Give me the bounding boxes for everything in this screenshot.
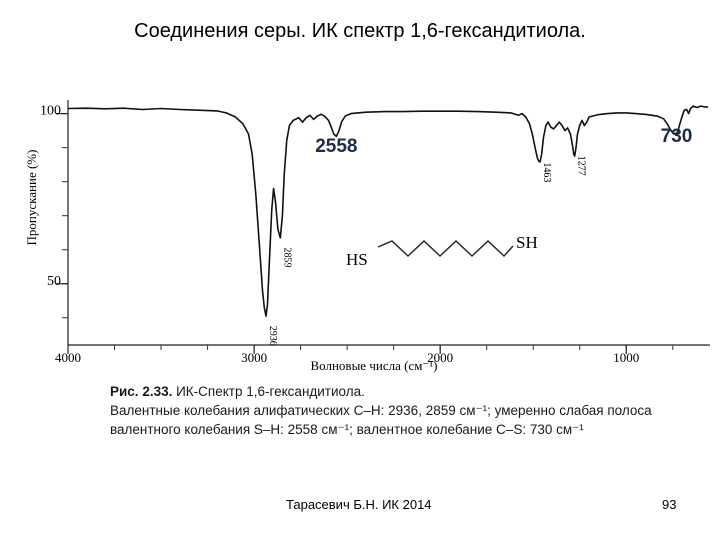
peak-label-small: 2936 (266, 325, 278, 346)
chart-axes (68, 100, 710, 345)
x-tick-label: 3000 (241, 350, 268, 365)
x-tick-label: 4000 (55, 350, 81, 365)
x-axis-label: Волновые числа (см⁻¹) (310, 358, 438, 373)
peak-label-large: 730 (660, 125, 693, 147)
molecule-left-group: HS (346, 250, 368, 269)
spectrum-line (68, 106, 708, 316)
x-tick-label: 1000 (613, 350, 640, 365)
caption-fig-title: ИК-Спектр 1,6-гександитиола. (172, 384, 365, 399)
page-number: 93 (662, 497, 677, 512)
slide-title: Соединения серы. ИК спектр 1,6-гександитиола. (134, 20, 586, 42)
chart-series (68, 106, 708, 316)
caption-line-1: Валентные колебания алифатических C–H: 2936, 2859 см⁻¹; умеренно слабая полоса (110, 403, 652, 418)
y-tick-label: 100 (40, 103, 61, 119)
chart-peak-labels (267, 126, 692, 346)
molecule-right-group: SH (516, 233, 538, 252)
molecule-chain (378, 241, 513, 256)
peak-label-small: 2859 (281, 247, 293, 268)
caption-fig-label: Рис. 2.33. (110, 384, 173, 399)
peak-label-small: 1277 (575, 155, 587, 176)
figure-caption (110, 382, 670, 439)
x-tick-label: 2000 (427, 350, 454, 365)
y-tick-label: 50 (47, 273, 61, 289)
caption-title-line (110, 382, 670, 401)
footer-author: Тарасевич Б.Н. ИК 2014 (286, 497, 432, 512)
caption-line-2: валентного колебания S–H: 2558 см⁻¹; валентное колебание C–S: 730 см⁻¹ (110, 422, 584, 437)
molecule-structure (346, 233, 538, 269)
y-axis-label: Пропускание (%) (24, 149, 39, 246)
peak-label-large: 2558 (315, 136, 358, 158)
peak-label-small: 1463 (541, 162, 553, 183)
